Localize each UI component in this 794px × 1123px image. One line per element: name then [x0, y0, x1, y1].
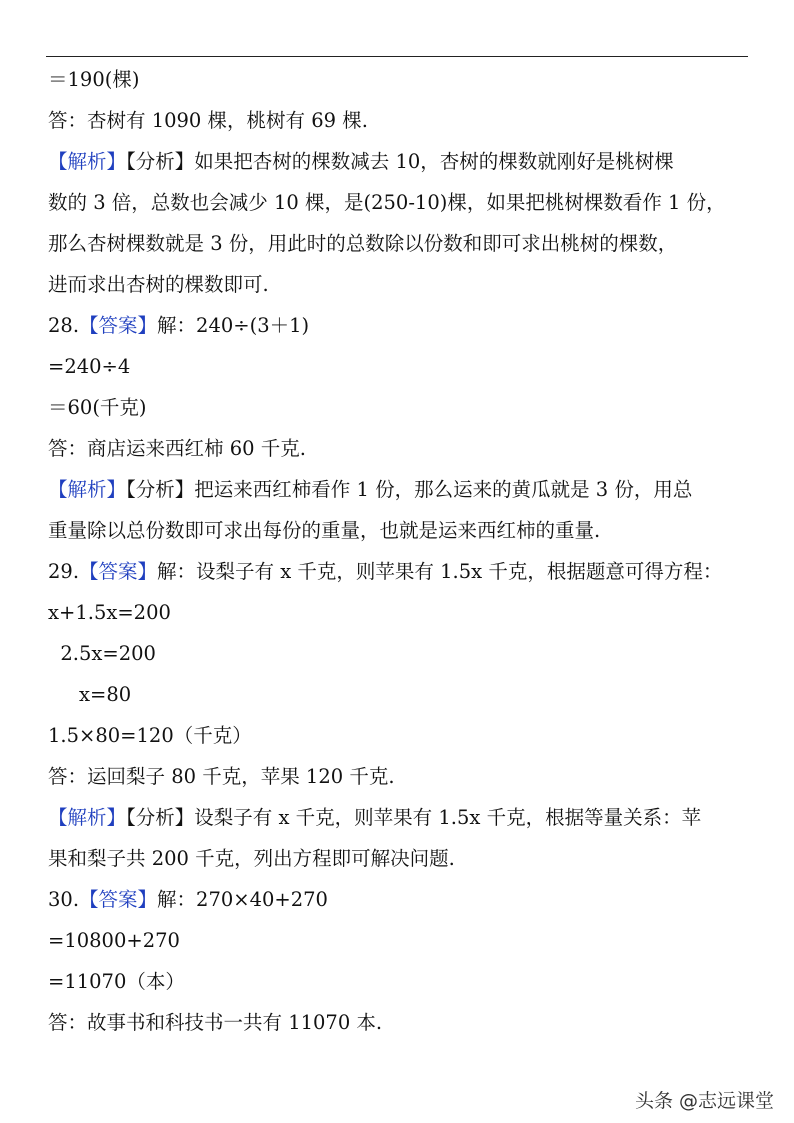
analysis-line: 【解析】【分析】如果把杏树的棵数减去 10，杏树的棵数就刚好是桃树棵 [48, 150, 674, 173]
header-rule [46, 56, 748, 57]
text-line: ＝60(千克) [48, 396, 147, 419]
text-line: 重量除以总份数即可求出每份的重量，也就是运来西红柿的重量. [48, 519, 601, 542]
text-line: 答：故事书和科技书一共有 11070 本. [48, 1011, 383, 1034]
text-line: =11070（本） [48, 970, 185, 993]
analysis-line: 【解析】【分析】设梨子有 x 千克，则苹果有 1.5x 千克，根据等量关系：苹 [48, 806, 702, 829]
daan-tag: 【答案】 [79, 888, 158, 911]
jiexi-tag: 【解析】 [48, 478, 127, 501]
text-line: x=80 [48, 683, 132, 706]
document-body [48, 62, 748, 1035]
text-line: 1.5×80=120（千克） [48, 724, 252, 747]
watermark-footer: 头条 @志远课堂 [634, 1090, 774, 1112]
text-line: 2.5x=200 [48, 642, 156, 665]
answer-line: 30.【答案】解：270×40+270 [48, 888, 328, 911]
analysis-line: 【解析】【分析】把运来西红柿看作 1 份，那么运来的黄瓜就是 3 份，用总 [48, 478, 693, 501]
jiexi-tag: 【解析】 [48, 150, 127, 173]
question-number: 29. [48, 560, 80, 583]
question-number: 30. [48, 888, 80, 911]
answer-line: 28.【答案】解：240÷(3＋1) [48, 314, 310, 337]
text-line: 那么杏树棵数就是 3 份，用此时的总数除以份数和即可求出桃树的棵数， [48, 232, 678, 255]
fenxi-tag: 【分析】 [126, 478, 195, 501]
text-line: =240÷4 [48, 355, 131, 378]
fenxi-tag: 【分析】 [126, 806, 195, 829]
text-line: 答：运回梨子 80 千克，苹果 120 千克. [48, 765, 395, 788]
text-line: 果和梨子共 200 千克，列出方程即可解决问题. [48, 847, 455, 870]
daan-tag: 【答案】 [79, 560, 158, 583]
fenxi-tag: 【分析】 [126, 150, 195, 173]
text-line: ＝190(棵) [48, 68, 140, 91]
text-line: =10800+270 [48, 929, 180, 952]
daan-tag: 【答案】 [79, 314, 158, 337]
jiexi-tag: 【解析】 [48, 806, 127, 829]
text-line: x+1.5x=200 [48, 601, 171, 624]
text-line: 数的 3 倍，总数也会减少 10 棵，是(250-10)棵，如果把桃树棵数看作 1 份， [48, 191, 726, 214]
text-line: 答：商店运来西红柿 60 千克. [48, 437, 306, 460]
answer-line: 29.【答案】解：设梨子有 x 千克，则苹果有 1.5x 千克，根据题意可得方程： [48, 560, 723, 583]
text-line: 进而求出杏树的棵数即可. [48, 273, 269, 296]
question-number: 28. [48, 314, 80, 337]
text-line: 答：杏树有 1090 棵，桃树有 69 棵. [48, 109, 368, 132]
